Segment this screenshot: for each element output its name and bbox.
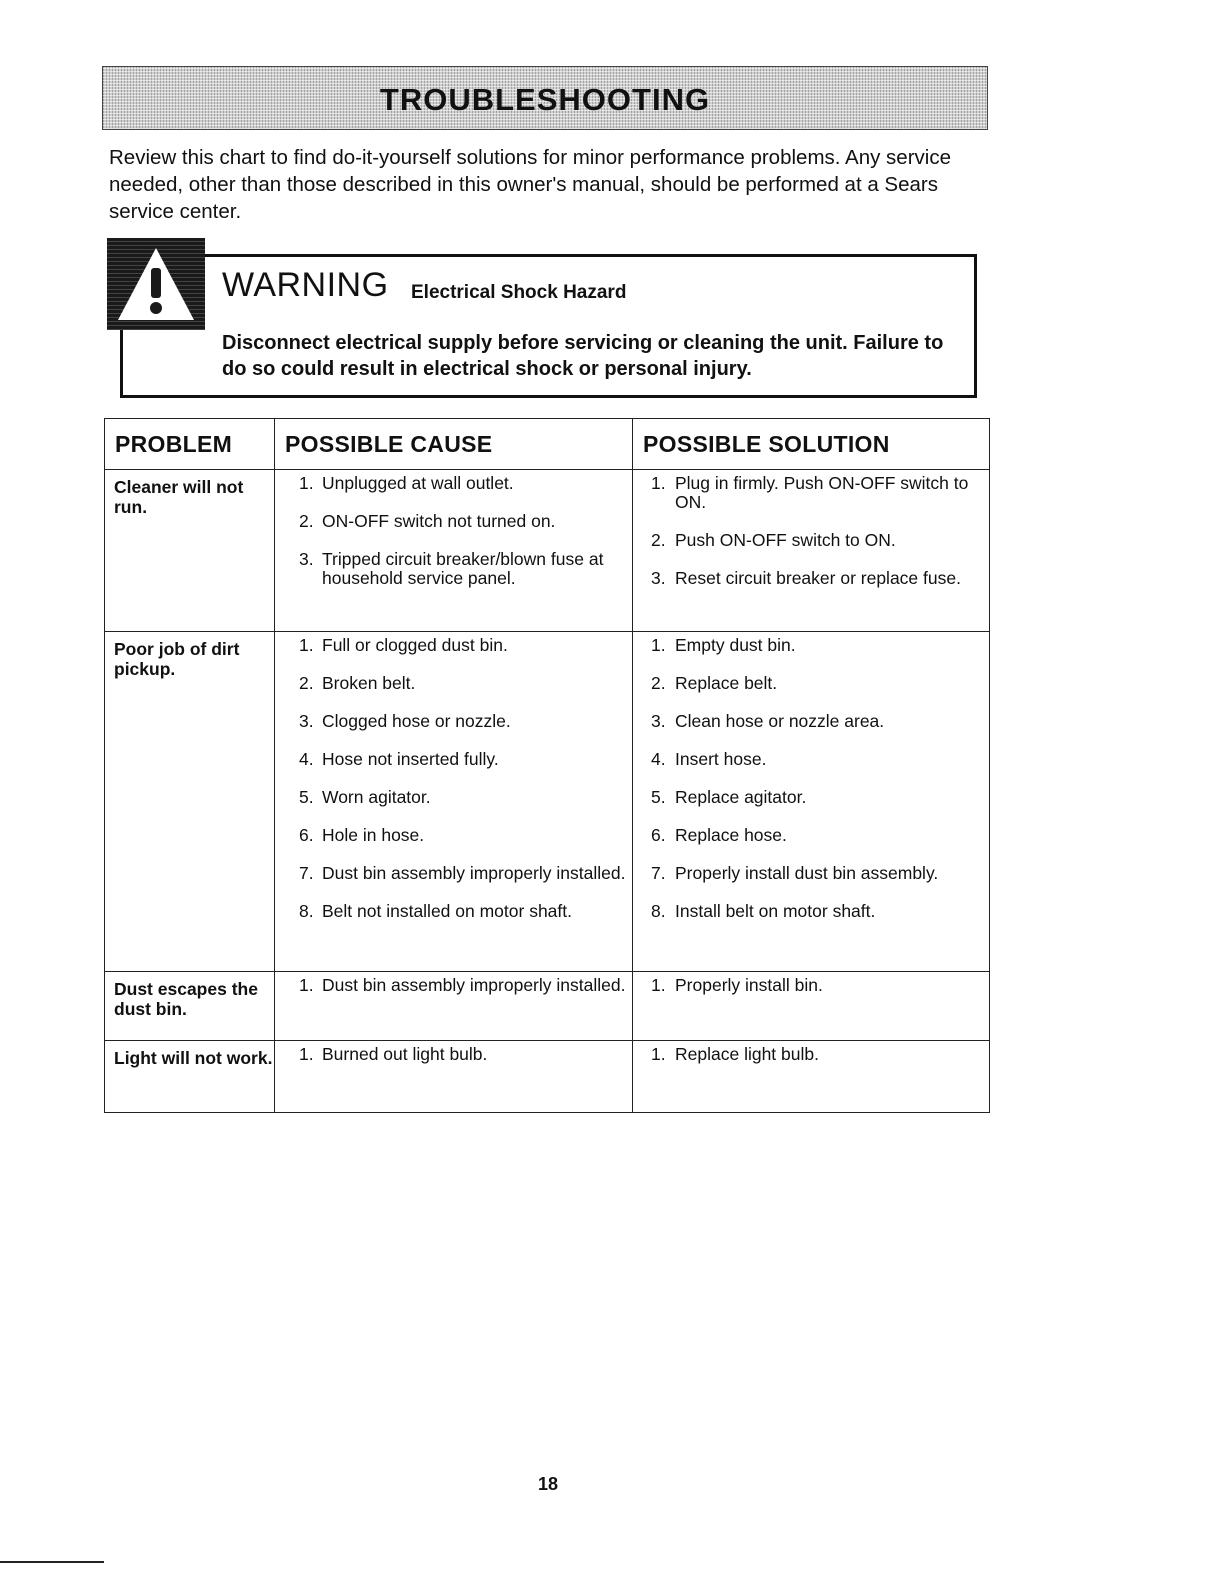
solution-item	[633, 750, 989, 769]
table-row	[105, 1041, 990, 1113]
solution-item-text: Push ON-OFF switch to ON.	[675, 530, 896, 550]
solution-item-text: Replace agitator.	[675, 787, 807, 807]
solution-item-text: Empty dust bin.	[675, 635, 796, 655]
solution-item-number: 2.	[651, 530, 666, 550]
header-problem: PROBLEM	[105, 419, 275, 470]
solution-item-number: 4.	[651, 749, 666, 769]
solution-item-number: 3.	[651, 711, 666, 731]
solution-item-text: Properly install dust bin assembly.	[675, 863, 939, 883]
cause-item	[275, 902, 632, 921]
cause-item-text: Hose not inserted fully.	[322, 749, 499, 769]
cause-item-text: Worn agitator.	[322, 787, 431, 807]
cause-item-text: Hole in hose.	[322, 825, 425, 845]
warning-heading: WARNING	[222, 266, 389, 304]
solution-item	[633, 864, 989, 883]
solution-item-number: 1.	[651, 975, 666, 995]
cause-cell	[275, 470, 633, 632]
cause-item-text: Belt not installed on motor shaft.	[322, 901, 572, 921]
problem-cell	[105, 470, 275, 632]
solution-item	[633, 569, 989, 588]
solution-cell	[633, 470, 990, 632]
problem-cell	[105, 632, 275, 972]
solution-item	[633, 902, 989, 921]
table-row	[105, 972, 990, 1041]
cause-item	[275, 512, 632, 531]
cause-cell	[275, 1041, 633, 1113]
cause-item-text: Full or clogged dust bin.	[322, 635, 508, 655]
solution-item-number: 1.	[651, 473, 666, 493]
solution-item-number: 7.	[651, 863, 666, 883]
cause-item	[275, 750, 632, 769]
table-row	[105, 470, 990, 632]
solution-item	[633, 474, 989, 512]
footer-rule	[0, 1561, 104, 1563]
solution-cell	[633, 632, 990, 972]
solution-item	[633, 976, 989, 995]
cause-item-number: 7.	[299, 863, 314, 883]
problem-text: Light will not work.	[114, 1048, 273, 1068]
cause-item-number: 5.	[299, 787, 314, 807]
solution-item-text: Install belt on motor shaft.	[675, 901, 876, 921]
solution-item-number: 1.	[651, 1044, 666, 1064]
cause-item-number: 6.	[299, 825, 314, 845]
table-header-row	[105, 419, 990, 470]
problem-text: Poor job of dirt pickup.	[114, 639, 240, 679]
cause-item	[275, 864, 632, 883]
solution-item	[633, 712, 989, 731]
solution-item-number: 3.	[651, 568, 666, 588]
table-row	[105, 632, 990, 972]
solution-cell	[633, 1041, 990, 1113]
cause-item-text: Burned out light bulb.	[322, 1044, 488, 1064]
cause-item-number: 3.	[299, 549, 314, 569]
solution-item-text: Insert hose.	[675, 749, 767, 769]
header-possible-cause: POSSIBLE CAUSE	[275, 419, 633, 470]
cause-item-number: 1.	[299, 635, 314, 655]
cause-item	[275, 1045, 632, 1064]
page-title: TROUBLESHOOTING	[379, 82, 711, 117]
problem-cell	[105, 1041, 275, 1113]
solution-item-text: Replace light bulb.	[675, 1044, 819, 1064]
cause-cell	[275, 972, 633, 1041]
cause-item	[275, 976, 632, 995]
solution-item-text: Properly install bin.	[675, 975, 823, 995]
cause-item-text: Dust bin assembly improperly installed.	[322, 863, 626, 883]
solution-item-text: Reset circuit breaker or replace fuse.	[675, 568, 961, 588]
cause-item	[275, 474, 632, 493]
solution-item-number: 5.	[651, 787, 666, 807]
solution-item-text: Plug in firmly. Push ON-OFF switch to ON.	[675, 473, 969, 512]
cause-item-text: Unplugged at wall outlet.	[322, 473, 514, 493]
header-possible-solution: POSSIBLE SOLUTION	[633, 419, 990, 470]
page-number: 18	[538, 1474, 559, 1494]
cause-item-text: Dust bin assembly improperly installed.	[322, 975, 626, 995]
troubleshooting-banner	[102, 66, 988, 130]
solution-item-text: Replace belt.	[675, 673, 778, 693]
solution-item	[633, 636, 989, 655]
cause-item-text: ON-OFF switch not turned on.	[322, 511, 556, 531]
problem-cell	[105, 972, 275, 1041]
solution-item	[633, 1045, 989, 1064]
solution-cell	[633, 972, 990, 1041]
cause-item-number: 4.	[299, 749, 314, 769]
solution-item-text: Clean hose or nozzle area.	[675, 711, 885, 731]
cause-item	[275, 712, 632, 731]
solution-item-number: 2.	[651, 673, 666, 693]
cause-item-text: Clogged hose or nozzle.	[322, 711, 511, 731]
solution-item	[633, 826, 989, 845]
cause-item	[275, 636, 632, 655]
warning-triangle-icon	[107, 238, 205, 330]
warning-subheading: Electrical Shock Hazard	[411, 282, 627, 303]
cause-cell	[275, 632, 633, 972]
cause-item-number: 1.	[299, 975, 314, 995]
table-body	[105, 470, 990, 1113]
cause-item-text: Broken belt.	[322, 673, 416, 693]
warning-text: Disconnect electrical supply before servicing or cleaning the unit. Failure to do so could result in electrical shock or personal injury.	[222, 332, 944, 380]
solution-item-number: 8.	[651, 901, 666, 921]
cause-item-number: 1.	[299, 1044, 314, 1064]
cause-item-number: 1.	[299, 473, 314, 493]
cause-item-number: 8.	[299, 901, 314, 921]
cause-item	[275, 788, 632, 807]
solution-item	[633, 531, 989, 550]
solution-item	[633, 788, 989, 807]
problem-text: Dust escapes the dust bin.	[114, 979, 258, 1019]
cause-item-number: 3.	[299, 711, 314, 731]
solution-item	[633, 674, 989, 693]
cause-item-number: 2.	[299, 511, 314, 531]
cause-item	[275, 674, 632, 693]
cause-item-text: Tripped circuit breaker/blown fuse at household service panel.	[322, 549, 604, 588]
solution-item-number: 1.	[651, 635, 666, 655]
cause-item-number: 2.	[299, 673, 314, 693]
solution-item-text: Replace hose.	[675, 825, 787, 845]
solution-item-number: 6.	[651, 825, 666, 845]
problem-text: Cleaner will not run.	[114, 477, 244, 517]
intro-paragraph: Review this chart to find do-it-yourself solutions for minor performance problems. Any service needed, other than those described in this owner's manual, should be performed at a Sears service center.	[109, 146, 951, 223]
cause-item	[275, 550, 632, 588]
troubleshooting-table	[104, 418, 990, 1113]
cause-item	[275, 826, 632, 845]
